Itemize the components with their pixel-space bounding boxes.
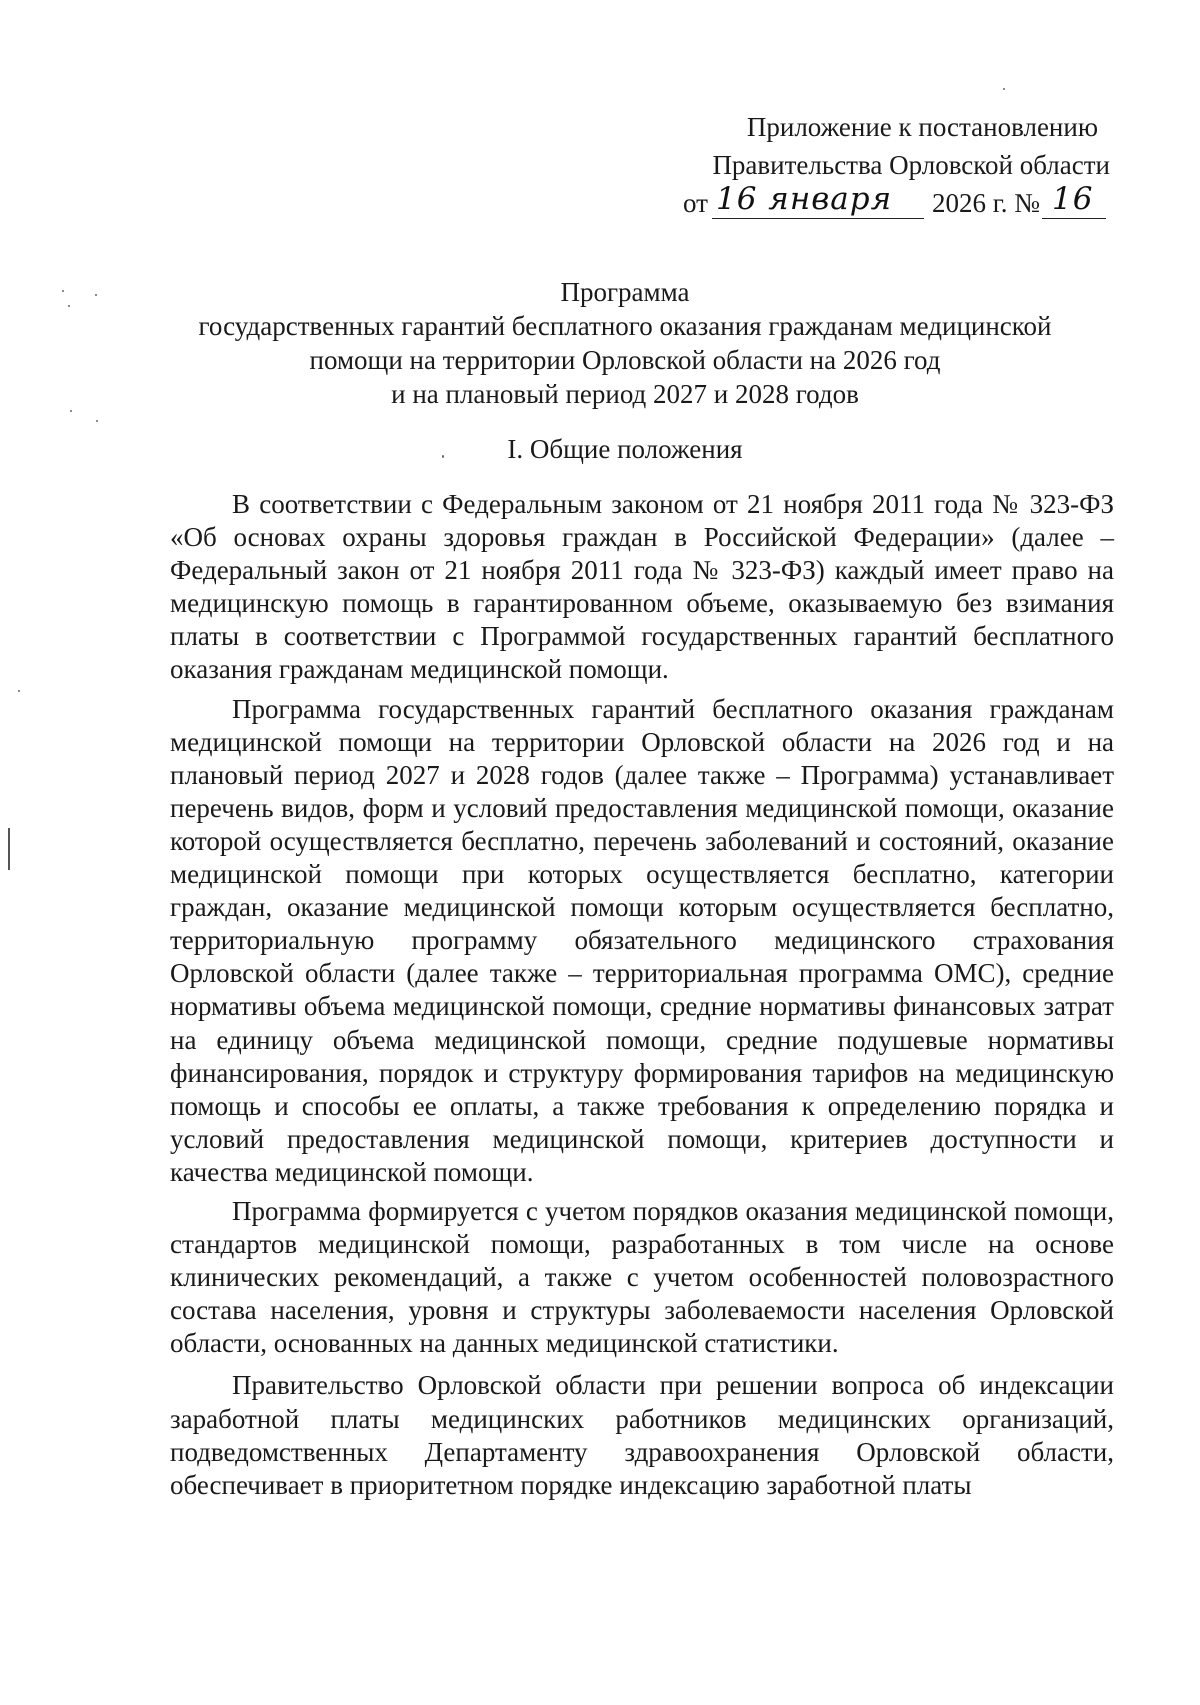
date-underline: [712, 218, 924, 219]
scan-speck: [442, 455, 444, 458]
date-year-label: 2026 г. №: [932, 188, 1041, 218]
handwritten-number: 16: [1052, 181, 1094, 217]
paragraph-1: В соответствии с Федеральным законом от 21 ноября 2011 года № 323-ФЗ «Об основах охраны здоровья граждан в Российской Федерации» (далее – Федеральный закон от 21 ноября 2011 года № 323-ФЗ) каждый имеет право на медицинскую помощь в гарантированном объеме, оказываемую без взимания платы в соответствии с Программой государственных гарантий бесплатного оказания гражданам медицинской помощи.: [170, 489, 1114, 685]
scan-speck: [18, 690, 20, 692]
handwritten-date: 16 января: [716, 181, 893, 217]
title-line-1: Программа: [560, 277, 690, 307]
scan-speck: [1003, 88, 1005, 90]
title-line-2: государственных гарантий бесплатного оказания гражданам медицинской: [198, 311, 1052, 341]
header-date-line: [660, 181, 1110, 224]
number-underline: [1042, 218, 1106, 219]
document-title: [150, 275, 1100, 411]
title-line-4: и на плановый период 2027 и 2028 годов: [391, 379, 859, 409]
header-line-appendix: Приложение к постановлению: [746, 112, 1098, 142]
paragraph-2: Программа государственных гарантий бесплатного оказания гражданам медицинской помощи на территории Орловской области на 2026 год и на плановый период 2027 и 2028 годов (далее также – Программа) устанавливает перечень видов, форм и условий предоставления медицинской помощи, оказание которой осуществляется бесплатно, перечень заболеваний и состояний, оказание медицинской помощи при которых осуществляется бесплатно, категории граждан, оказание медицинской помощи которым осуществляется бесплатно, территориальную программу обязательного медицинского страхования Орловской области (далее также – территориальная программа ОМС), средние нормативы объема медицинской помощи, средние нормативы финансовых затрат на единицу объема медицинской помощи, средние подушевые нормативы финансирования, порядок и структуру формирования тарифов на медицинскую помощь и способы ее оплаты, а также требования к определению порядка и условий предоставления медицинской помощи, критериев доступности и качества медицинской помощи.: [170, 693, 1114, 1187]
scan-speck: [96, 420, 98, 422]
scan-margin-mark: [8, 828, 10, 870]
paragraph-4: Правительство Орловской области при решении вопроса об индексации заработной платы медицинских работников медицинских организаций, подведомственных Департаменту здравоохранения Орловской области, обеспечивает в приоритетном порядке индексацию заработной платы: [170, 1370, 1114, 1500]
scan-speck: [95, 294, 97, 296]
paragraph-3: Программа формируется с учетом порядков оказания медицинской помощи, стандартов медицинской помощи, разработанных в том числе на основе клинических рекомендаций, а также с учетом особенностей половозрастного состава населения, уровня и структуры заболеваемости населения Орловской области, основанных на данных медицинской статистики.: [170, 1195, 1114, 1359]
scan-speck: [70, 410, 72, 412]
title-line-3: помощи на территории Орловской области на 2026 год: [309, 345, 941, 375]
date-prefix: от: [683, 188, 708, 218]
header-line-government: Правительства Орловской области: [712, 150, 1110, 180]
scan-speck: [68, 305, 70, 307]
body-text: [170, 488, 1114, 1502]
section-heading: I. Общие положения: [507, 434, 743, 464]
approval-header: [660, 108, 1110, 224]
scan-speck: [62, 290, 64, 292]
